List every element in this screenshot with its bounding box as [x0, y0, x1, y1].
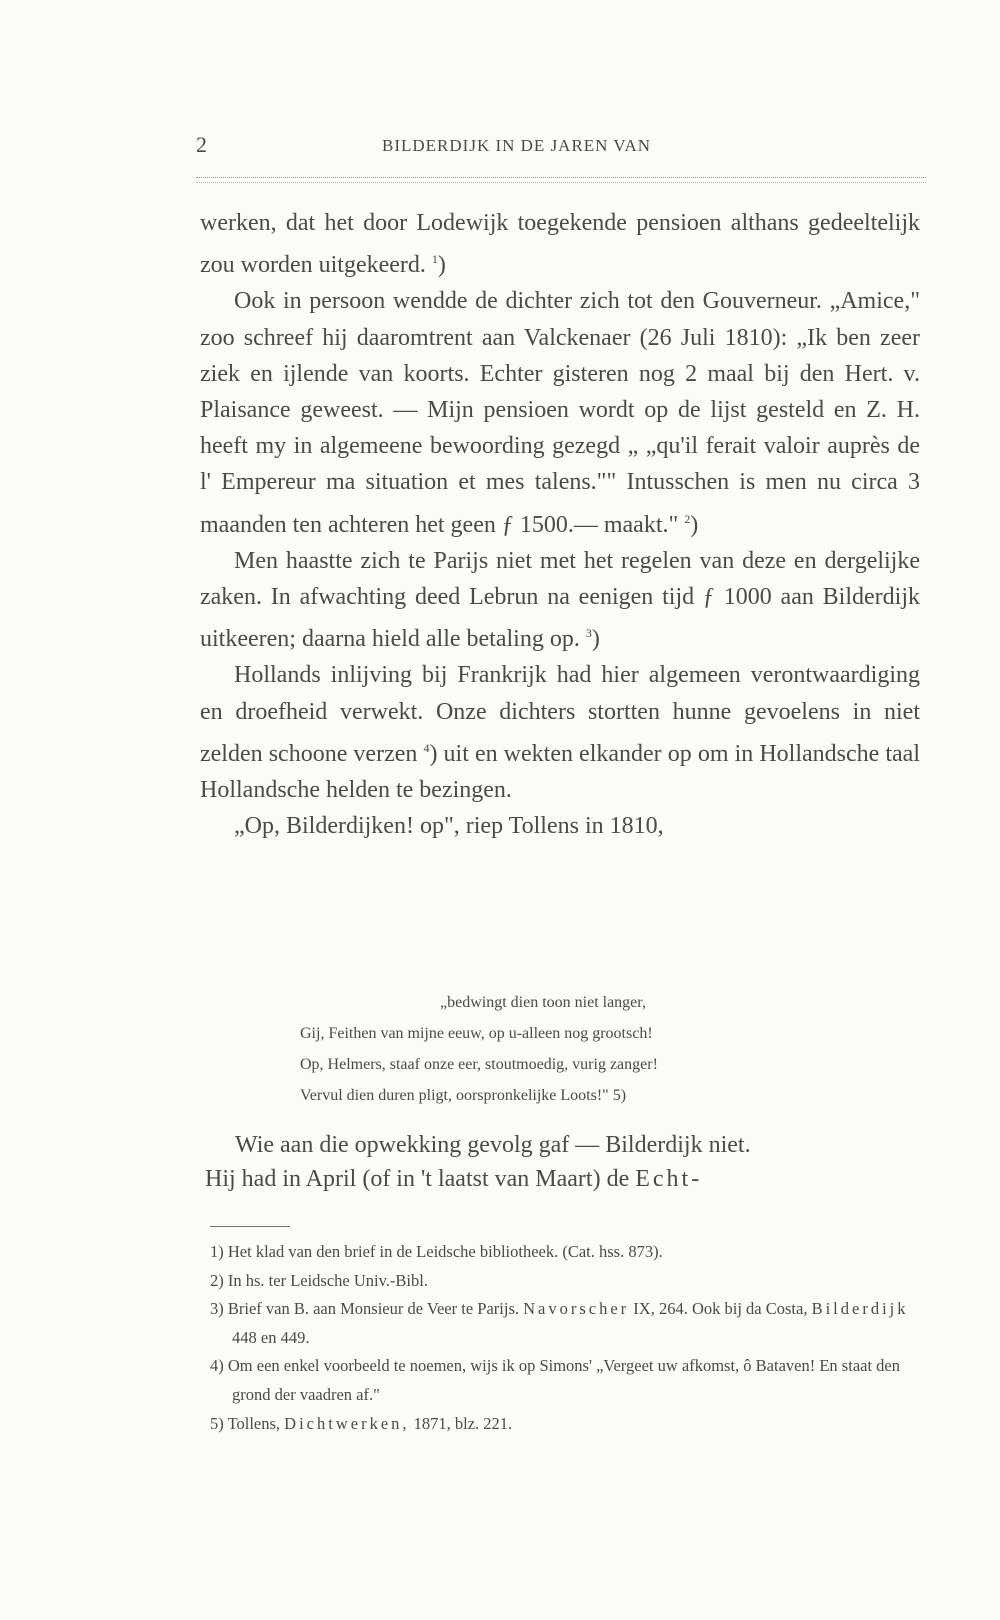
header-rule: [196, 177, 926, 183]
running-head: [196, 132, 886, 162]
paragraph-3-text: Men haastte zich te Parijs niet met het regelen van deze en dergelijke zaken. In afwachting deed Lebrun na eenigen tijd ƒ 1000 aan Bilderdijk uitkeeren; daarna hield alle betaling op.: [200, 547, 920, 653]
paragraph-2-text: Ook in persoon wendde de dichter zich tot den Gouverneur. „Amice," zoo schreef hij daaromtrent aan Valckenaer (26 Juli 1810): „Ik ben zeer ziek en ijlende van koorts. Echter gisteren nog 2 maal bij den Hert. v. Plaisance geweest. — Mijn pensioen wordt op de lijst gesteld en Z. H. heeft my in algemeene bewoording gezegd „ „qu'il ferait valoir auprès de l' Empereur ma situation et mes talens."" Intusschen is men nu circa 3 maanden ten achteren het geen ƒ 1500.— maakt.": [200, 288, 920, 538]
journal-title: Navorscher: [523, 1299, 630, 1319]
footnote-ref-1-paren: ): [437, 252, 446, 279]
footnotes: [210, 1238, 930, 1438]
footnote-ref-2: 2: [684, 511, 691, 526]
footnote-3: [210, 1295, 930, 1352]
paragraph-1-text: werken, dat het door Lodewijk toegekende pensioen althans gedeeltelijk zou worden uitgekeerd.: [200, 210, 920, 279]
paragraph-7-text: Hij had in April (of in 't laatst van Maart) de: [205, 1166, 630, 1192]
footnote-1: 1) Het klad van den brief in de Leidsche bibliotheek. (Cat. hss. 873).: [210, 1242, 663, 1261]
poem-line: Vervul dien duren pligt, oorspronkelijke Loots!" 5): [300, 1087, 627, 1104]
footnote-3-text-mid: IX, 264. Ook bij da Costa,: [633, 1299, 808, 1319]
footnote-4: 4) Om een enkel voorbeeld te noemen, wijs ik op Simons' „Vergeet uw afkomst, ô Bataven! En staat den grond der vaadren af.": [210, 1356, 900, 1404]
main-text: [200, 205, 920, 844]
poem-line: Gij, Feithen van mijne eeuw, op u-alleen nog grootsch!: [300, 1025, 653, 1042]
footnote-ref-4: 4: [423, 740, 430, 755]
paragraph-4-text: Hollands inlijving bij Frankrijk had hier algemeen verontwaardiging en droefheid verwekt. Onze dichters stortten hunne gevoelens in niet zelden schoone verzen: [200, 662, 920, 767]
paragraph-2: [200, 283, 920, 542]
footnote-ref-2-paren: ): [690, 511, 699, 538]
page-number: 2: [196, 132, 207, 157]
footnote-3-text: 3) Brief van B. aan Monsieur de Veer te Parijs.: [210, 1299, 519, 1319]
footnote-3-text-end: 448 en 449.: [232, 1327, 310, 1347]
book-title: Bilderdijk: [811, 1299, 909, 1319]
paragraph-7: [205, 1162, 925, 1196]
paragraph-3: [200, 543, 920, 658]
poem-line: „bedwingt dien toon niet langer,: [440, 994, 646, 1011]
paragraph-6: Wie aan die opwekking gevolg gaf — Bilderdijk niet.: [235, 1132, 751, 1158]
running-title: BILDERDIJK IN DE JAREN VAN: [382, 136, 652, 155]
poem-line: Op, Helmers, staaf onze eer, stoutmoedig, vurig zanger!: [300, 1056, 658, 1073]
paragraph-4-text-end: ) uit en wekten elkander op om in Hollandsche taal Hollandsche helden te bezingen.: [200, 740, 920, 804]
footnote-5-text: 5) Tollens,: [210, 1413, 281, 1433]
book-title: Dichtwerken,: [284, 1413, 410, 1433]
paragraph-4: [200, 657, 920, 808]
poem-quote: [300, 987, 860, 1111]
footnote-rule: [210, 1226, 290, 1227]
paragraph-1: [200, 205, 920, 283]
footnote-2: 2) In hs. ter Leidsche Univ.-Bibl.: [210, 1270, 428, 1290]
footnote-ref-3: 3: [585, 626, 592, 641]
footnote-ref-1: 1: [431, 252, 438, 267]
closing-text: [205, 1128, 925, 1196]
footnote-5-text-end: 1871, blz. 221.: [413, 1413, 513, 1433]
paragraph-5: „Op, Bilderdijken! op", riep Tollens in 1810,: [234, 813, 664, 840]
footnote-ref-3-paren: ): [591, 626, 600, 653]
spaced-word: Echt-: [635, 1166, 703, 1192]
footnote-5: [210, 1410, 930, 1439]
